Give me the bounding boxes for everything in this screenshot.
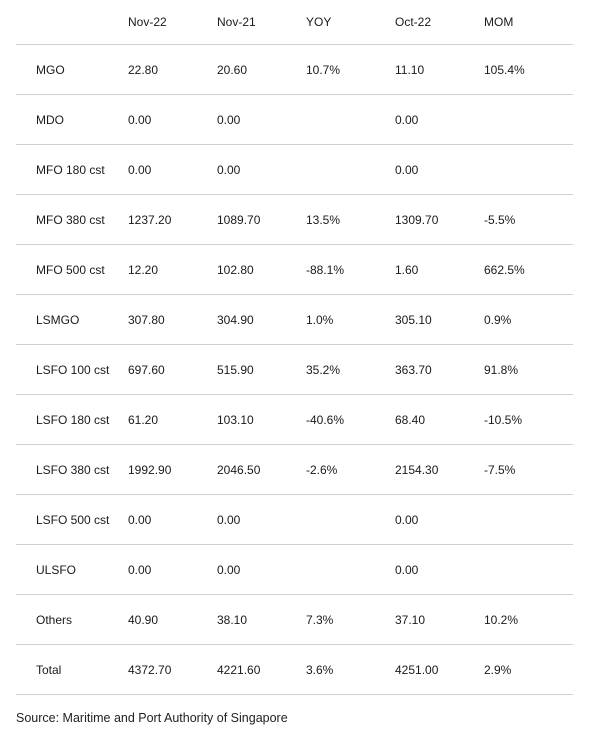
row-label: LSMGO — [16, 295, 108, 345]
cell-nov-21: 0.00 — [197, 495, 286, 545]
bunker-sales-table — [16, 0, 573, 695]
cell-yoy: 3.6% — [286, 645, 375, 695]
row-label: Others — [16, 595, 108, 645]
cell-nov-21: 4221.60 — [197, 645, 286, 695]
cell-oct-22: 0.00 — [375, 545, 464, 595]
cell-nov-22: 307.80 — [108, 295, 197, 345]
cell-mom — [464, 145, 573, 195]
table-row — [16, 345, 573, 395]
cell-nov-22: 22.80 — [108, 45, 197, 95]
cell-nov-21: 304.90 — [197, 295, 286, 345]
cell-nov-22: 0.00 — [108, 495, 197, 545]
source-note: Source: Maritime and Port Authority of Singapore — [16, 711, 288, 725]
table-row — [16, 245, 573, 295]
row-label: Total — [16, 645, 108, 695]
cell-mom: 0.9% — [464, 295, 573, 345]
row-label: ULSFO — [16, 545, 108, 595]
row-label: MDO — [16, 95, 108, 145]
cell-yoy — [286, 545, 375, 595]
row-label: MGO — [16, 45, 108, 95]
cell-nov-22: 697.60 — [108, 345, 197, 395]
table-row — [16, 45, 573, 95]
cell-oct-22: 1.60 — [375, 245, 464, 295]
cell-oct-22: 68.40 — [375, 395, 464, 445]
cell-nov-21: 1089.70 — [197, 195, 286, 245]
cell-nov-22: 0.00 — [108, 95, 197, 145]
cell-nov-22: 40.90 — [108, 595, 197, 645]
cell-mom: 662.5% — [464, 245, 573, 295]
cell-oct-22: 37.10 — [375, 595, 464, 645]
cell-nov-22: 1992.90 — [108, 445, 197, 495]
cell-nov-22: 4372.70 — [108, 645, 197, 695]
cell-yoy: 13.5% — [286, 195, 375, 245]
cell-oct-22: 4251.00 — [375, 645, 464, 695]
cell-mom: 105.4% — [464, 45, 573, 95]
cell-nov-22: 0.00 — [108, 545, 197, 595]
cell-yoy — [286, 145, 375, 195]
cell-yoy: 7.3% — [286, 595, 375, 645]
header-mom: MOM — [464, 0, 573, 45]
cell-mom: -5.5% — [464, 195, 573, 245]
cell-oct-22: 0.00 — [375, 95, 464, 145]
cell-yoy — [286, 95, 375, 145]
header-oct-22: Oct-22 — [375, 0, 464, 45]
cell-nov-21: 2046.50 — [197, 445, 286, 495]
cell-oct-22: 11.10 — [375, 45, 464, 95]
header-nov-22: Nov-22 — [108, 0, 197, 45]
cell-mom: 2.9% — [464, 645, 573, 695]
row-label: LSFO 100 cst — [16, 345, 108, 395]
table-row — [16, 295, 573, 345]
header-nov-21: Nov-21 — [197, 0, 286, 45]
cell-nov-22: 61.20 — [108, 395, 197, 445]
cell-yoy: -2.6% — [286, 445, 375, 495]
row-label: MFO 380 cst — [16, 195, 108, 245]
table-row — [16, 195, 573, 245]
row-label: MFO 180 cst — [16, 145, 108, 195]
cell-nov-21: 102.80 — [197, 245, 286, 295]
cell-nov-22: 0.00 — [108, 145, 197, 195]
cell-oct-22: 0.00 — [375, 145, 464, 195]
cell-mom — [464, 545, 573, 595]
header-blank — [16, 0, 108, 45]
cell-oct-22: 1309.70 — [375, 195, 464, 245]
cell-nov-21: 38.10 — [197, 595, 286, 645]
row-label: LSFO 500 cst — [16, 495, 108, 545]
cell-nov-21: 20.60 — [197, 45, 286, 95]
cell-mom: 10.2% — [464, 595, 573, 645]
cell-oct-22: 305.10 — [375, 295, 464, 345]
cell-oct-22: 0.00 — [375, 495, 464, 545]
cell-nov-22: 1237.20 — [108, 195, 197, 245]
cell-yoy — [286, 495, 375, 545]
row-label: LSFO 180 cst — [16, 395, 108, 445]
table-row — [16, 545, 573, 595]
cell-nov-21: 0.00 — [197, 545, 286, 595]
table-row — [16, 445, 573, 495]
cell-yoy: 10.7% — [286, 45, 375, 95]
cell-nov-21: 0.00 — [197, 145, 286, 195]
cell-mom: 91.8% — [464, 345, 573, 395]
cell-oct-22: 363.70 — [375, 345, 464, 395]
row-label: MFO 500 cst — [16, 245, 108, 295]
table-header-row — [16, 0, 573, 45]
table-row — [16, 145, 573, 195]
cell-nov-21: 515.90 — [197, 345, 286, 395]
cell-nov-21: 103.10 — [197, 395, 286, 445]
row-label: LSFO 380 cst — [16, 445, 108, 495]
cell-mom — [464, 495, 573, 545]
table-row — [16, 595, 573, 645]
table-row — [16, 495, 573, 545]
cell-mom: -10.5% — [464, 395, 573, 445]
table-row-total — [16, 645, 573, 695]
table-row — [16, 395, 573, 445]
cell-yoy: 35.2% — [286, 345, 375, 395]
header-yoy: YOY — [286, 0, 375, 45]
cell-yoy: 1.0% — [286, 295, 375, 345]
cell-mom — [464, 95, 573, 145]
cell-yoy: -40.6% — [286, 395, 375, 445]
cell-mom: -7.5% — [464, 445, 573, 495]
table-row — [16, 95, 573, 145]
cell-nov-21: 0.00 — [197, 95, 286, 145]
cell-yoy: -88.1% — [286, 245, 375, 295]
cell-nov-22: 12.20 — [108, 245, 197, 295]
cell-oct-22: 2154.30 — [375, 445, 464, 495]
